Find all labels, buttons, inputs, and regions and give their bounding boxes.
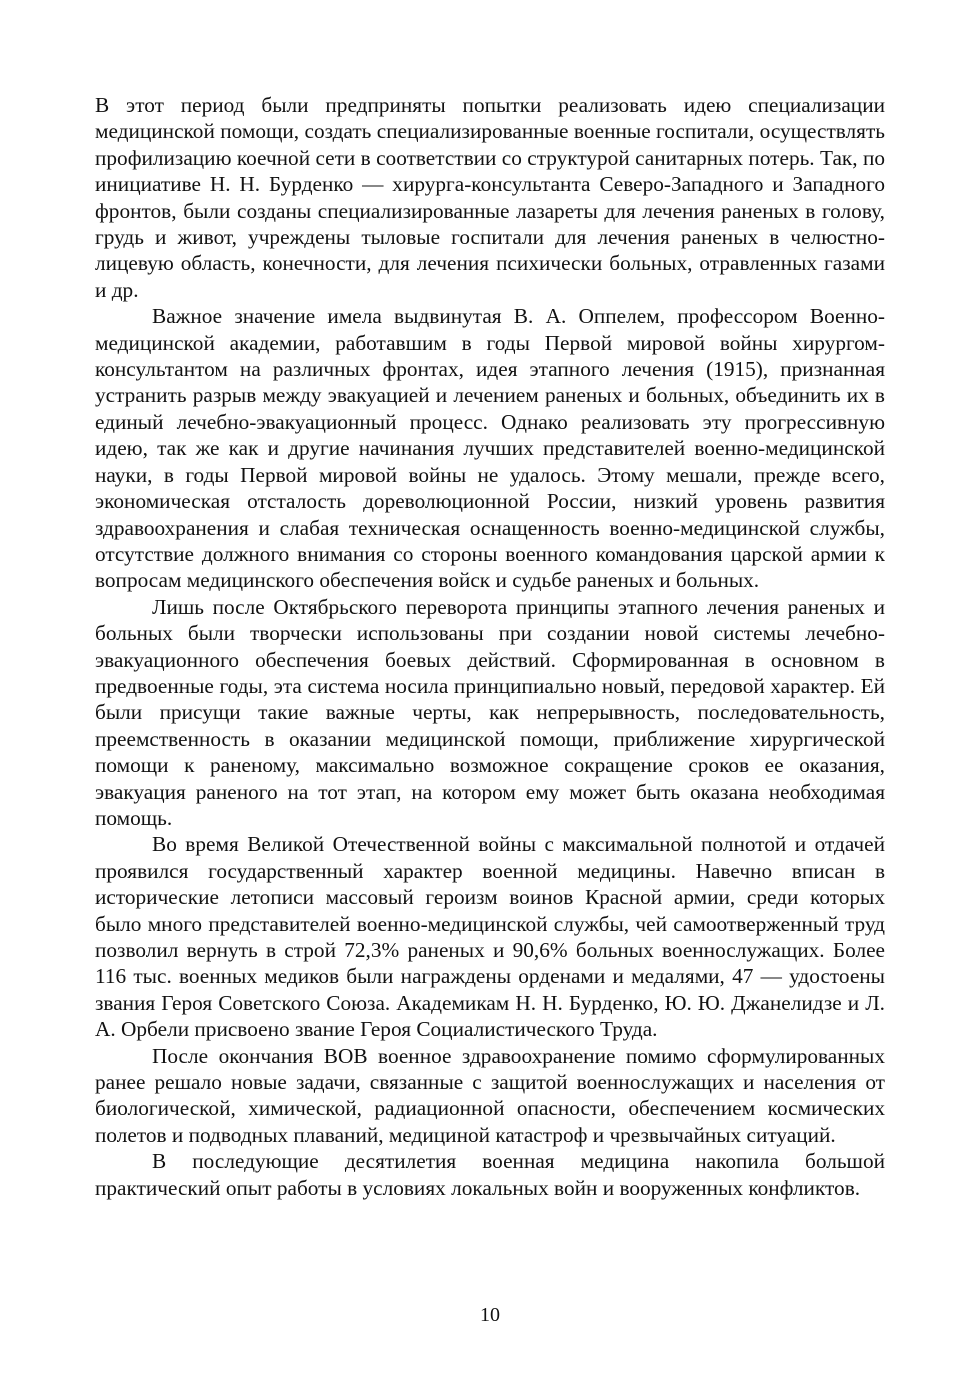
paragraph-oppel-staged-treatment: Важное значение имела выдвинутая В. А. Оппелем, профессором Военно-медицинской академии, работавшим в годы Первой мировой войны хирургом-консультантом на различных фронтах, идея этапного лечения (1915), признанная устранить разрыв между эвакуацией и лечением раненых и больных, объединить их в единый лечебно-эвакуационный процесс. Однако реализовать эту прогрессивную идею, так же как и другие начинания лучших представителей военно-медицинской науки, в годы Первой мировой войны не удалось. Этому мешали, прежде всего, экономическая отсталость дореволюционной России, низкий уровень развития здравоохранения и слабая техническая оснащенность военно-медицинской службы, отсутствие должного внимания со стороны военного командования царской армии к вопросам медицинского обеспечения войск и судьбе раненых и больных. — [95, 304, 885, 593]
paragraph-post-war-tasks: После окончания ВОВ военное здравоохранение помимо сформулированных ранее решало новые задачи, связанные с защитой военнослужащих и населения от биологической, химической, радиационной опасности, обеспечением космических полетов и подводных плаваний, медициной катастроф и чрезвычайных ситуаций. — [95, 1043, 885, 1147]
page-body — [95, 92, 885, 1201]
paragraph-specialization: В этот период были предприняты попытки реализовать идею специализации медицинской помощи, создать специализированные военные госпитали, осуществлять профилизацию коечной сети в соответствии со структурой санитарных потерь. Так, по инициативе Н. Н. Бурденко — хирурга-консультанта Северо-Западного и Западного фронтов, были созданы специализированные лазареты для лечения раненых в голову, грудь и живот, учреждены тыловые госпитали для лечения раненых в челюстно-лицевую область, конечности, для лечения психически больных, отравленных газами и др. — [95, 93, 885, 302]
page-number: 10 — [480, 1304, 500, 1326]
paragraph-local-wars: В последующие десятилетия военная медицина накопила большой практический опыт работы в условиях локальных войн и вооруженных конфликтов. — [95, 1149, 885, 1200]
paragraph-great-patriotic-war: Во время Великой Отечественной войны с максимальной полнотой и отдачей проявился государственный характер военной медицины. Навечно вписан в исторические летописи массовый героизм воинов Красной армии, среди которых было много представителей военно-медицинской службы, чей самоотверженный труд позволил вернуть в строй 72,3% раненых и 90,6% больных военнослужащих. Более 116 тыс. военных медиков были награждены орденами и медалями, 47 — удостоены звания Героя Советского Союза. Академикам Н. Н. Бурденко, Ю. Ю. Джанелидзе и Л. А. Орбели присвоено звание Героя Социалистического Труда. — [95, 832, 885, 1042]
paragraph-post-revolution-system: Лишь после Октябрьского переворота принципы этапного лечения раненых и больных были творчески использованы при создании новой системы лечебно-эвакуационного обеспечения боевых действий. Сформированная в основном в предвоенные годы, эта система носила принципиально новый, передовой характер. Ей были присущи такие важные черты, как непрерывность, последовательность, преемственность в оказании медицинской помощи, приближение хирургической помощи к раненому, максимально возможное сокращение сроков ее оказания, эвакуация раненого на тот этап, на котором ему может быть оказана необходимая помощь. — [95, 594, 885, 830]
